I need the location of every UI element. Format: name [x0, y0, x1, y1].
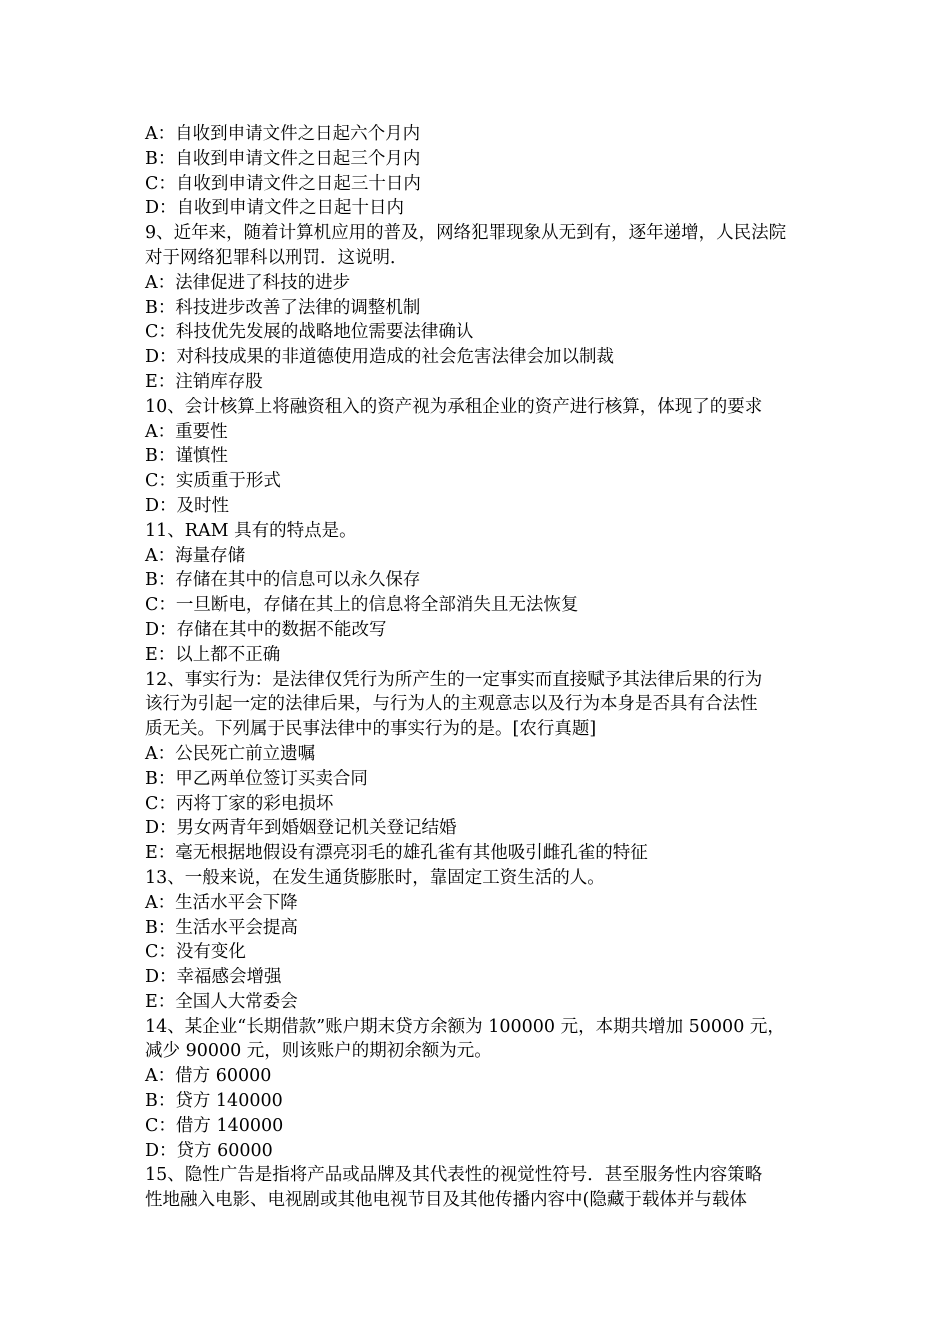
- q11-option-b: B：存储在其中的信息可以永久保存: [145, 570, 421, 591]
- q14-option-c: C：借方 140000: [145, 1115, 284, 1136]
- q10-option-a: A：重要性: [145, 421, 228, 442]
- q10-option-b: B：谨慎性: [145, 446, 228, 467]
- q11-option-a: A：海量存储: [145, 545, 246, 566]
- q13-option-d: D：幸福感会增强: [145, 967, 282, 988]
- q9-option-b: B：科技进步改善了法律的调整机制: [145, 297, 421, 318]
- q13-option-e: E：全国人大常委会: [145, 991, 298, 1012]
- q13-question-line-1: 13、一般来说，在发生通货膨胀时，靠固定工资生活的人。: [145, 867, 605, 888]
- q14-option-b: B：贷方 140000: [145, 1091, 283, 1112]
- q10-option-d: D：及时性: [145, 495, 230, 516]
- q14-question-line-2: 减少 90000 元，则该账户的期初余额为元。: [145, 1041, 492, 1062]
- q9-option-a: A：法律促进了科技的进步: [145, 272, 351, 293]
- q8-option-d: D：自收到申请文件之日起十日内: [145, 198, 405, 219]
- q10-option-c: C：实质重于形式: [145, 471, 281, 492]
- q12-option-e: E：毫无根据地假设有漂亮羽毛的雄孔雀有其他吸引雌孔雀的特征: [145, 843, 648, 864]
- q9-option-e: E：注销库存股: [145, 371, 263, 392]
- q8-option-a: A：自收到申请文件之日起六个月内: [145, 124, 421, 144]
- q10-question-line-1: 10、会计核算上将融资租入的资产视为承租企业的资产进行核算，体现了的要求: [145, 396, 763, 417]
- document-body: [145, 122, 810, 1213]
- q9-question-line-2: 对于网络犯罪科以刑罚．这说明．: [145, 247, 408, 268]
- q8-option-b: B：自收到申请文件之日起三个月内: [145, 148, 421, 169]
- q12-question-line-2: 该行为引起一定的法律后果，与行为人的主观意志以及行为本身是否具有合法性: [145, 694, 758, 715]
- q9-option-d: D：对科技成果的非道德使用造成的社会危害法律会加以制裁: [145, 347, 615, 368]
- q14-option-d: D：贷方 60000: [145, 1140, 273, 1161]
- q12-option-c: C：丙将丁家的彩电损坏: [145, 793, 334, 814]
- q12-option-d: D：男女两青年到婚姻登记机关登记结婚: [145, 818, 457, 839]
- q11-option-d: D：存储在其中的数据不能改写: [145, 619, 387, 640]
- q8-option-c: C：自收到申请文件之日起三十日内: [145, 173, 421, 194]
- q9-question-line-1: 9、近年来，随着计算机应用的普及，网络犯罪现象从无到有，逐年递增，人民法院: [145, 223, 787, 244]
- q15-question-line-2: 性地融入电影、电视剧或其他电视节目及其他传播内容中(隐藏于载体并与载体: [145, 1190, 747, 1211]
- q14-question-line-1: 14、某企业“长期借款”账户期末贷方余额为 100000 元，本期共增加 50000 元，: [145, 1016, 785, 1037]
- q13-option-b: B：生活水平会提高: [145, 917, 298, 938]
- q9-option-c: C：科技优先发展的战略地位需要法律确认: [145, 322, 474, 343]
- q12-option-a: A：公民死亡前立遗嘱: [145, 743, 316, 764]
- q13-option-a: A：生活水平会下降: [145, 892, 298, 913]
- q11-question-line-1: 11、RAM 具有的特点是。: [145, 520, 357, 541]
- q12-question-line-1: 12、事实行为：是法律仅凭行为所产生的一定事实而直接赋予其法律后果的行为: [145, 669, 763, 690]
- q11-option-c: C：一旦断电，存储在其上的信息将全部消失且无法恢复: [145, 595, 579, 616]
- q12-question-line-3: 质无关。下列属于民事法律中的事实行为的是。[农行真题]: [145, 719, 597, 740]
- q13-option-c: C：没有变化: [145, 942, 246, 963]
- q14-option-a: A：借方 60000: [145, 1066, 272, 1087]
- q11-option-e: E：以上都不正确: [145, 644, 281, 665]
- q15-question-line-1: 15、隐性广告是指将产品或品牌及其代表性的视觉性符号．甚至服务性内容策略: [145, 1165, 763, 1186]
- q12-option-b: B：甲乙两单位签订买卖合同: [145, 768, 368, 789]
